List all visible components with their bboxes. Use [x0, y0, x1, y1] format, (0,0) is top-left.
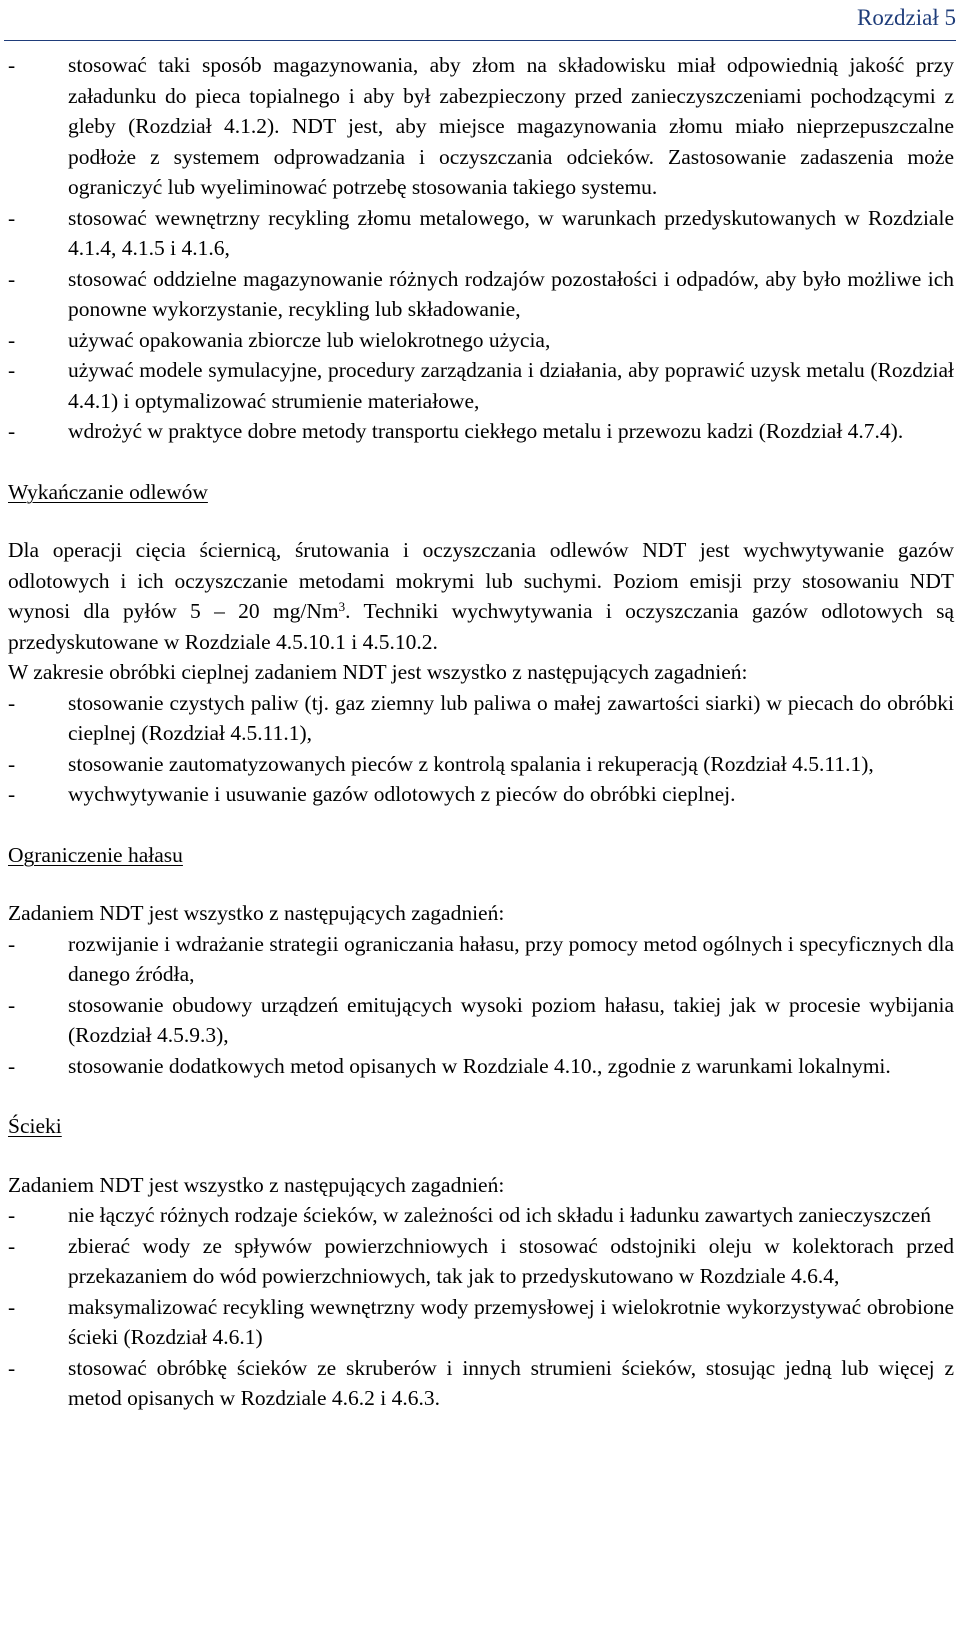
chapter-label: Rozdział 5: [857, 5, 956, 30]
bullet-dash: -: [8, 751, 16, 776]
bullet-dash: -: [8, 690, 16, 715]
list-item: [8, 50, 954, 203]
page-header: [4, 0, 956, 41]
list-item: [8, 325, 954, 356]
list-item-text: wychwytywanie i usuwanie gazów odlotowych z pieców do obróbki cieplnej.: [68, 782, 736, 806]
bullet-dash: -: [8, 1294, 16, 1319]
list-item: [8, 1051, 954, 1082]
list-item: [8, 1200, 954, 1231]
list-item-text: stosować obróbkę ścieków ze skruberów i innych strumieni ścieków, stosując jedną lub więcej z metod opisanych w Rozdziale 4.6.2 i 4.6.3.: [68, 1355, 954, 1410]
bullet-dash: -: [8, 266, 16, 291]
bullet-dash: -: [8, 358, 16, 382]
list-item-text: wdrożyć w praktyce dobre metody transportu ciekłego metalu i przewozu kadzi (Rozdział 4.7.4).: [68, 419, 904, 443]
bullet-dash: -: [8, 782, 16, 806]
bullet-dash: -: [8, 53, 16, 77]
list-item-text: zbierać wody ze spływów powierzchniowych i stosować odstojniki oleju w kolektorach przed przekazaniem do wód powierzchniowych, tak jak to przedyskutowano w Rozdziale 4.6.4,: [68, 1233, 954, 1288]
heat-treatment-intro: W zakresie obróbki cieplnej zadaniem NDT jest wszystko z następujących zagadnień:: [8, 660, 748, 684]
document-body: [8, 50, 954, 1414]
list-item: [8, 416, 954, 447]
section-heading-finishing: Wykańczanie odlewów: [8, 479, 208, 504]
finishing-paragraph: Dla operacji cięcia ściernicą, śrutowania i oczyszczania odlewów NDT jest wychwytywanie gazów odlotowych i ich oczyszczanie metodami mokrymi lub suchymi. Poziom emisji przy stosowaniu NDT wynosi dla pyłów 5 – 20 mg/Nm$^3$. Techniki wychwytywania i oczyszczania gazów odlotowych są przedyskutowane w Rozdziale 4.5.10.1 i 4.5.10.2.: [8, 538, 954, 654]
list-item-text: rozwijanie i wdrażanie strategii ograniczania hałasu, przy pomocy metod ogólnych i specyficznych dla danego źródła,: [68, 931, 954, 986]
list-item-text: stosować wewnętrzny recykling złomu metalowego, w warunkach przedyskutowanych w Rozdziale 4.1.4, 4.1.5 i 4.1.6,: [68, 205, 954, 260]
list-item-text: stosowanie obudowy urządzeń emitujących wysoki poziom hałasu, takiej jak w procesie wybijania (Rozdział 4.5.9.3),: [68, 992, 954, 1047]
noise-intro: Zadaniem NDT jest wszystko z następujących zagadnień:: [8, 901, 505, 925]
list-item: [8, 355, 954, 416]
list-item-text: nie łączyć różnych rodzaje ścieków, w zależności od ich składu i ładunku zawartych zanieczyszczeń: [68, 1203, 931, 1227]
section-heading-noise: Ograniczenie hałasu: [8, 842, 183, 867]
list-item-text: stosowanie dodatkowych metod opisanych w Rozdziale 4.10., zgodnie z warunkami lokalnymi.: [68, 1053, 891, 1078]
wastewater-intro: Zadaniem NDT jest wszystko z następujących zagadnień:: [8, 1172, 505, 1197]
list-item-text: stosować taki sposób magazynowania, aby złom na składowisku miał odpowiednią jakość przy załadunku do pieca topialnego i aby był zabezpieczony przed zanieczyszczeniami pochodzącymi z gleby (Rozdział 4.1.2). NDT jest, aby miejsce magazynowania złomu miało nieprzepuszczalne podłoże z systemem odprowadzania i oczyszczania odcieków. Zastosowanie zadaszenia może ograniczyć lub wyeliminować potrzebę stosowania takiego systemu.: [68, 53, 954, 199]
list-item-text: używać opakowania zbiorcze lub wielokrotnego użycia,: [68, 327, 551, 352]
list-item: [8, 203, 954, 264]
bullet-dash: -: [8, 1053, 16, 1078]
bullet-dash: -: [8, 931, 16, 956]
list-item-text: maksymalizować recykling wewnętrzny wody przemysłowej i wielokrotnie wykorzystywać obrobione ścieki (Rozdział 4.6.1): [68, 1294, 954, 1349]
list-item-text: stosowanie czystych paliw (tj. gaz ziemny lub paliwa o małej zawartości siarki) w piecach do obróbki cieplnej (Rozdział 4.5.11.1),: [68, 690, 954, 745]
list-item: [8, 688, 954, 749]
list-item-text: używać modele symulacyjne, procedury zarządzania i działania, aby poprawić uzysk metalu (Rozdział 4.4.1) i optymalizować strumienie materiałowe,: [68, 358, 954, 413]
bullet-dash: -: [8, 327, 16, 352]
list-item: [8, 1292, 954, 1353]
list-item: [8, 264, 954, 325]
list-item: [8, 1231, 954, 1292]
list-item: [8, 779, 954, 810]
bullet-dash: -: [8, 1233, 16, 1258]
list-item: [8, 990, 954, 1051]
list-item: [8, 1353, 954, 1414]
bullet-dash: -: [8, 1355, 16, 1380]
bullet-dash: -: [8, 992, 16, 1017]
list-item-text: stosowanie zautomatyzowanych pieców z kontrolą spalania i rekuperacją (Rozdział 4.5.11.1),: [68, 751, 874, 776]
bullet-dash: -: [8, 205, 16, 230]
bullet-dash: -: [8, 1203, 16, 1227]
list-item: [8, 929, 954, 990]
bullet-dash: -: [8, 419, 16, 443]
list-item: [8, 749, 954, 780]
section-heading-wastewater: Ścieki: [8, 1114, 62, 1138]
storage-list: [8, 50, 954, 447]
superscript: 3: [338, 599, 346, 614]
list-item-text: stosować oddzielne magazynowanie różnych rodzajów pozostałości i odpadów, aby było możliwe ich ponowne wykorzystanie, recykling lub składowanie,: [68, 266, 954, 321]
